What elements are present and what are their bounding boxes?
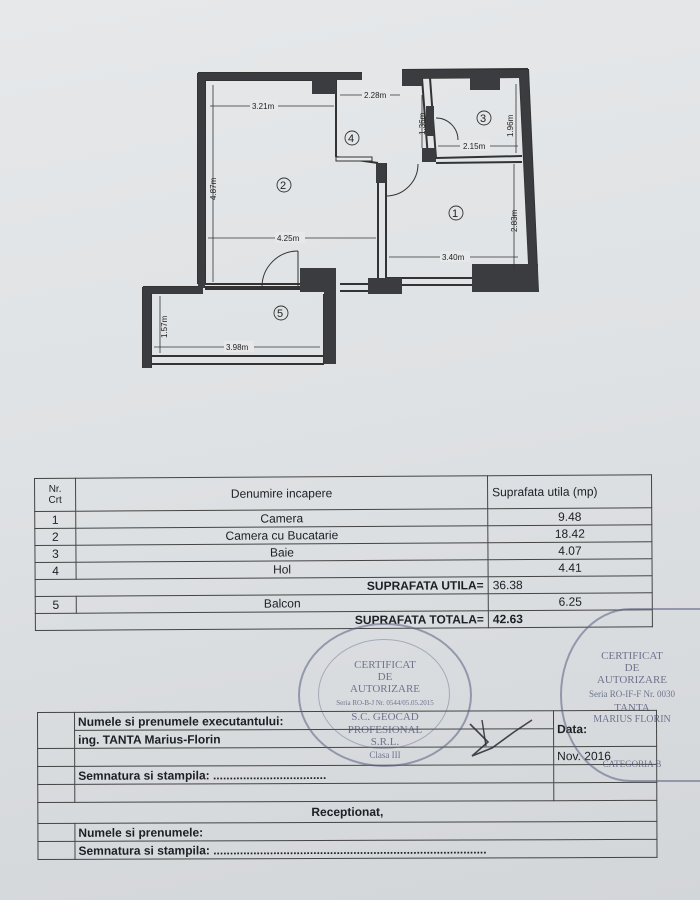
wall-block: [143, 287, 203, 294]
stamp-line: AUTORIZARE: [349, 683, 421, 695]
wall-block: [422, 148, 436, 162]
util-value: 36.38: [488, 576, 652, 594]
stamp-line: TANTA: [614, 702, 650, 714]
row-area: 9.48: [488, 508, 652, 526]
row-nr: 4: [35, 562, 76, 579]
row-nr: 5: [35, 596, 76, 613]
stamp-line: DE: [377, 671, 393, 683]
wall: [436, 162, 522, 163]
stamp-line: CATEGORIA B: [602, 759, 662, 769]
total-row: [35, 610, 652, 631]
wall-block: [143, 287, 151, 368]
stamp-line: CERTIFICAT: [354, 659, 416, 671]
signature-scribble: [462, 712, 542, 762]
stamp-line: Seria RO-B-J Nr. 0544/05.05.2015: [336, 699, 434, 707]
dim-label: 4.25m: [277, 234, 300, 243]
dim-label: 1.57m: [160, 315, 169, 338]
room-number: 4: [348, 133, 355, 145]
row-name: Camera cu Bucatarie: [76, 526, 488, 546]
dim-label: 2.28m: [364, 91, 387, 100]
row-nr: 3: [35, 545, 76, 562]
dim-label: 3.98m: [226, 343, 249, 352]
stamp-line: AUTORIZARE: [596, 674, 668, 686]
row-nr: 1: [35, 511, 76, 528]
data-label: Data:: [553, 710, 656, 746]
semnatura2-label: Semnatura si stampila: ..................................................................................: [75, 839, 657, 859]
wall-block: [324, 287, 336, 364]
wall-block: [426, 106, 434, 136]
door-arc: [386, 164, 418, 196]
executant-name: ing. TANTA Marius-Florin: [75, 729, 554, 749]
room-number: 1: [452, 208, 459, 220]
room-number: 5: [277, 308, 284, 320]
rooms-table: [34, 474, 653, 631]
door-arc: [436, 118, 458, 140]
company-stamp: [298, 623, 472, 767]
stamp-line: S.R.L.: [370, 736, 400, 748]
nume-label: Numele si prenumele:: [75, 821, 657, 841]
wall: [436, 156, 522, 158]
executant-label: Numele si prenumele executantului:: [75, 711, 554, 731]
util-label: SUPRAFATA UTILA=: [35, 577, 488, 597]
dim-label: 2.15m: [463, 142, 486, 151]
stamp-line: MARIUS FLORIN: [593, 714, 671, 725]
date-value: Nov. 2016: [554, 746, 657, 764]
row-area: 18.42: [488, 525, 652, 543]
wall-block: [470, 78, 500, 90]
wall-block: [198, 73, 362, 80]
floor-plan: [0, 0, 700, 420]
stamp-line: Clasa III: [369, 750, 401, 760]
wall-block: [368, 278, 402, 294]
header-name: Denumire incapere: [76, 476, 488, 512]
row-area: 6.25: [488, 593, 652, 611]
wall-block: [376, 163, 386, 183]
dim-label: 1.36m: [418, 112, 427, 135]
stamp-line: DE: [624, 662, 640, 674]
wall: [402, 69, 528, 70]
row-area: 4.41: [488, 559, 652, 577]
row-name: Baie: [76, 543, 488, 563]
wall-block: [198, 73, 205, 288]
stamp-line: Seria RO-IF-F Nr. 0030: [589, 689, 675, 699]
dim-label: 2.83m: [510, 209, 519, 232]
dim-label: 1.96m: [506, 114, 515, 137]
header-crt: Crt: [48, 494, 62, 506]
table-header-row: [35, 475, 652, 512]
room-number: 3: [480, 113, 487, 125]
row-name: Camera: [76, 509, 488, 529]
dim-label: 4.87m: [209, 177, 218, 200]
total-value: 42.63: [488, 610, 652, 628]
row-nr: 2: [35, 528, 76, 545]
dim-label: 3.21m: [252, 102, 275, 111]
row-name: Hol: [76, 560, 488, 580]
authorization-stamp: [560, 608, 700, 782]
wall-block: [472, 264, 538, 292]
header-area: Suprafata utila (mp): [487, 475, 651, 509]
door-arc: [262, 251, 298, 287]
stamp-line: S.C. GEOCAD: [351, 711, 419, 723]
room-number: 2: [280, 180, 287, 192]
wall-block: [402, 70, 422, 86]
row-area: 4.07: [488, 542, 652, 560]
receptionat-label: Receptionat,: [38, 800, 657, 823]
stamp-line: CERTIFICAT: [601, 650, 663, 662]
wall-block: [520, 69, 538, 292]
header-nr: Nr.: [48, 483, 62, 495]
semnatura-label: Semnatura si stampila: ..................................: [75, 765, 554, 785]
wall-block: [312, 80, 336, 94]
total-label: SUPRAFATA TOTALA=: [35, 611, 488, 631]
stamp-line: PROFESIONAL: [347, 724, 423, 736]
row-name: Balcon: [76, 594, 488, 614]
dim-label: 3.40m: [442, 253, 465, 262]
